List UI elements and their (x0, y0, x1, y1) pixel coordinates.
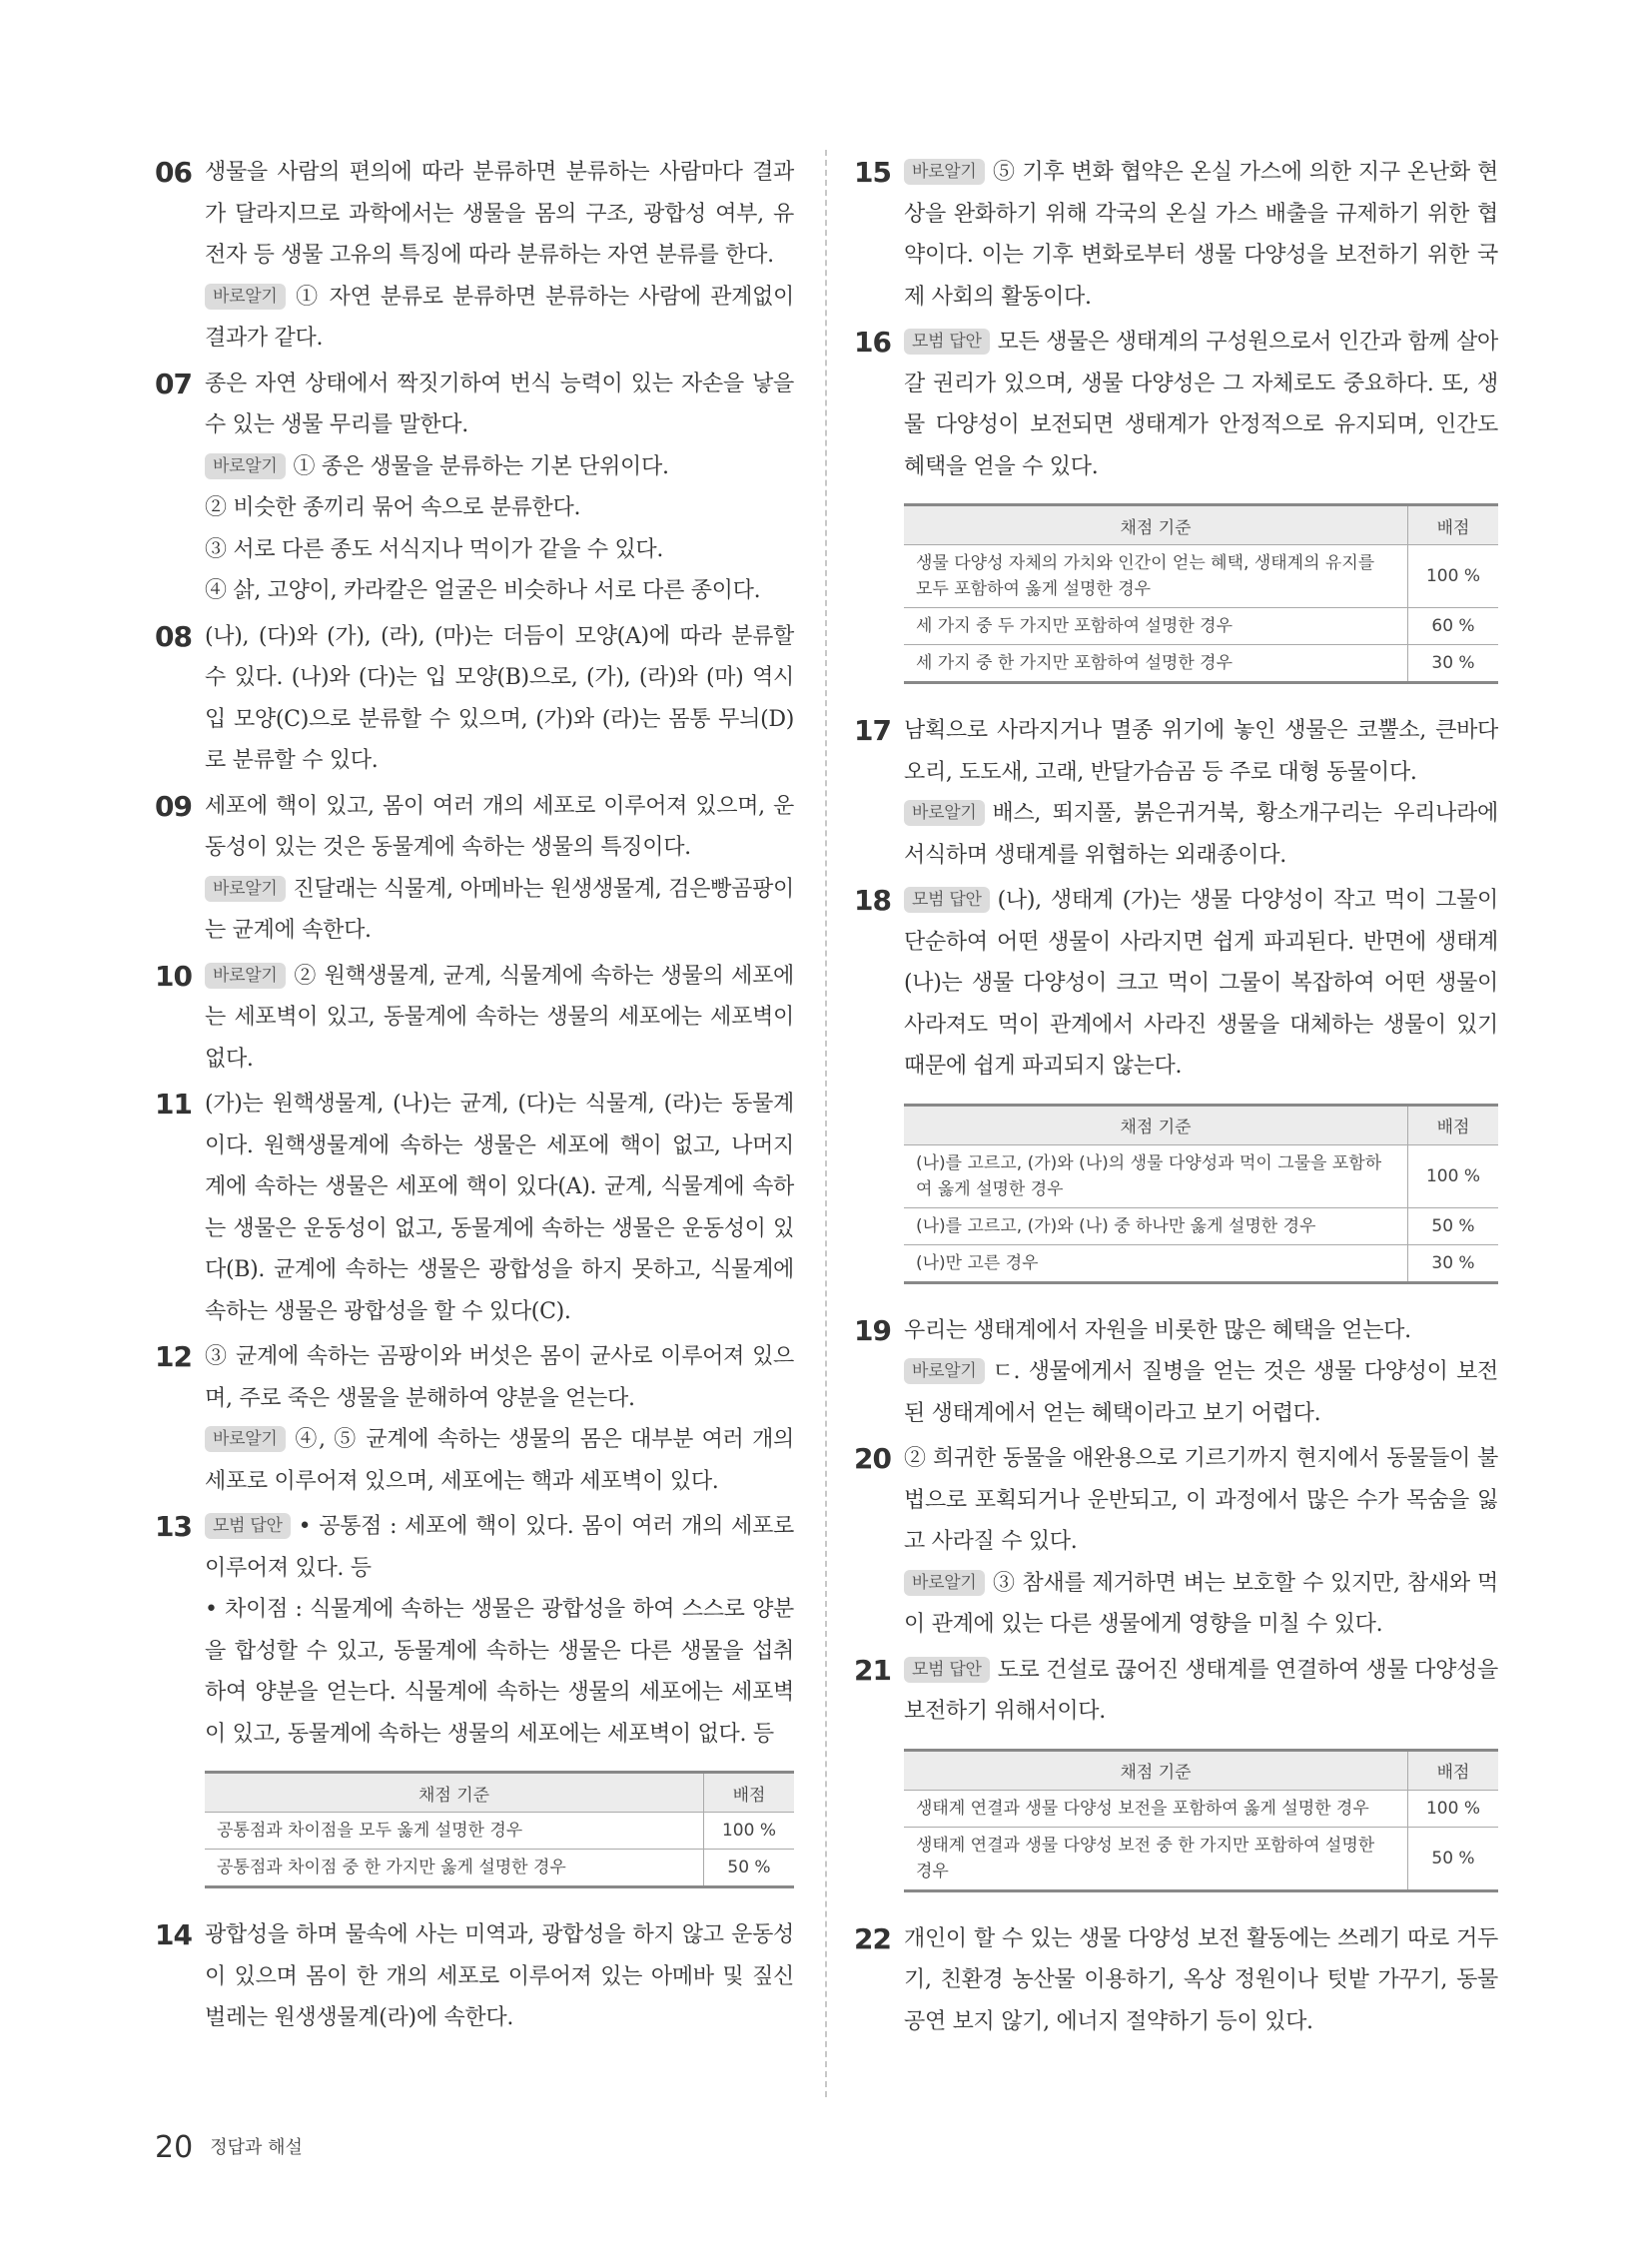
question-number: 09 (155, 789, 192, 823)
question-number: 14 (155, 1918, 192, 1951)
answer-21 (854, 1650, 1498, 1892)
question-number: 15 (854, 156, 891, 189)
answer-12 (155, 1336, 794, 1502)
correction-line: ② 비슷한 종끼리 묶어 속으로 분류한다. (205, 495, 581, 520)
explanation: 광합성을 하며 물속에 사는 미역과, 광합성을 하지 않고 운동성이 있으며 몸이 한 개의 세포로 이루어져 있는 아메바 및 짚신벌레는 원생생물계(라)에 속한다. (205, 1922, 794, 2030)
question-number: 06 (155, 156, 192, 189)
question-number: 21 (854, 1653, 891, 1687)
scoring-table (205, 1771, 794, 1888)
question-number: 18 (854, 884, 891, 917)
tag-model-answer: 모범 답안 (205, 1513, 291, 1539)
tag-correct-answer: 바로알기 (904, 1570, 985, 1596)
correction: 바로알기 ② 원핵생물계, 균계, 식물계에 속하는 생물의 세포에는 세포벽이 있고, 동물계에 속하는 생물의 세포에는 세포벽이 없다. (205, 963, 794, 1072)
tag-correct-answer: 바로알기 (205, 876, 286, 902)
answer-17 (854, 710, 1498, 876)
question-number: 13 (155, 1510, 192, 1543)
answer-06 (155, 152, 794, 360)
tag-correct-answer: 바로알기 (904, 1358, 985, 1384)
question-number: 08 (155, 619, 192, 653)
table-row: (나)를 고르고, (가)와 (나) 중 하나만 옳게 설명한 경우 50 % (904, 1207, 1498, 1244)
correction-line: ③ 서로 다른 종도 서식지나 먹이가 같을 수 있다. (205, 536, 664, 562)
points-header: 배점 (1408, 505, 1499, 545)
correction: 바로알기 ① 종은 생물을 분류하는 기본 단위이다. (205, 446, 794, 488)
answer-18 (854, 880, 1498, 1284)
model-answer: 모범 답안 (나), 생태계 (가)는 생물 다양성이 작고 먹이 그물이 단순하여 어떤 생물이 사라지면 쉽게 파괴된다. 반면에 생태계 (나)는 생물 다양성이 크고 먹이 그물이 복잡하여 어떤 생물이 사라져도 먹이 관계에서 사라진 생물을 대체하는 생물이 있기 때문에 쉽게 파괴되지 않는다. (904, 888, 1498, 1079)
answer-16 (854, 322, 1498, 684)
answer-20 (854, 1438, 1498, 1646)
explanation: (가)는 원핵생물계, (나)는 균계, (다)는 식물계, (라)는 동물계이다. 원핵생물계에 속하는 생물은 세포에 핵이 없고, 나머지 계에 속하는 생물은 세포에 핵이 있다(A). 균계, 식물계에 속하는 생물은 운동성이 없고, 동물계에 속하는 생물은 운동성이 있다(B). 균계에 속하는 생물은 광합성을 하지 못하고, 식물계에 속하는 생물은 광합성을 할 수 있다(C). (205, 1092, 794, 1324)
tag-correct-answer: 바로알기 (904, 159, 985, 185)
correction: 바로알기 진달래는 식물계, 아메바는 원생생물계, 검은빵곰팡이는 균계에 속한다. (205, 876, 794, 943)
column-divider (825, 150, 827, 2097)
answer-09 (155, 786, 794, 952)
explanation: 생물을 사람의 편의에 따라 분류하면 분류하는 사람마다 결과가 달라지므로 과학에서는 생물을 몸의 구조, 광합성 여부, 유전자 등 생물 고유의 특징에 따라 분류하는 자연 분류를 한다. (205, 160, 794, 268)
explanation: ② 희귀한 동물을 애완용으로 기르기까지 현지에서 동물들이 불법으로 포획되거나 운반되고, 이 과정에서 많은 수가 목숨을 잃고 사라질 수 있다. (904, 1446, 1498, 1554)
answer-08 (155, 616, 794, 782)
criteria-header: 채점 기준 (205, 1773, 704, 1813)
correction: 바로알기 ④, ⑤ 균계에 속하는 생물의 몸은 대부분 여러 개의 세포로 이루어져 있으며, 세포에는 핵과 세포벽이 있다. (205, 1427, 794, 1494)
scoring-table (904, 1104, 1498, 1284)
explanation: 세포에 핵이 있고, 몸이 여러 개의 세포로 이루어져 있으며, 운동성이 있는 것은 동물계에 속하는 생물의 특징이다. (205, 793, 794, 860)
question-number: 20 (854, 1442, 891, 1475)
table-row: 공통점과 차이점 중 한 가지만 옳게 설명한 경우 50 % (205, 1850, 794, 1887)
model-answer-line: • 차이점 : 식물계에 속하는 생물은 광합성을 하여 스스로 양분을 합성할 수 있고, 동물계에 속하는 생물은 다른 생물을 섭취하여 양분을 얻는다. 식물계에 속하는 생물의 세포에는 세포벽이 있고, 동물계에 속하는 생물의 세포에는 세포벽이 없다. 등 (205, 1597, 794, 1747)
explanation: (나), (다)와 (가), (라), (마)는 더듬이 모양(A)에 따라 분류할 수 있다. (나)와 (다)는 입 모양(B)으로, (가), (라)와 (마) 역시 입 모양(C)으로 분류할 수 있으며, (가)와 (라)는 몸통 무늬(D)로 분류할 수 있다. (205, 623, 794, 773)
tag-correct-answer: 바로알기 (205, 963, 286, 989)
left-column (155, 152, 794, 2043)
criteria-header: 채점 기준 (904, 1750, 1408, 1790)
page-footer (155, 2130, 303, 2165)
question-number: 11 (155, 1088, 192, 1121)
table-row: 생물 다양성 자체의 가치와 인간이 얻는 혜택, 생태계의 유지를 모두 포함하여 옳게 설명한 경우 100 % (904, 545, 1498, 608)
table-row: (나)만 고른 경우 30 % (904, 1244, 1498, 1282)
explanation: ③ 균계에 속하는 곰팡이와 버섯은 몸이 균사로 이루어져 있으며, 주로 죽은 생물을 분해하여 양분을 얻는다. (205, 1344, 794, 1411)
model-answer: 모범 답안 도로 건설로 끊어진 생태계를 연결하여 생물 다양성을 보전하기 위해서이다. (904, 1657, 1498, 1724)
question-number: 10 (155, 959, 192, 993)
model-answer: 모범 답안 • 공통점 : 세포에 핵이 있다. 몸이 여러 개의 세포로 이루어져 있다. 등 (205, 1514, 794, 1581)
model-answer: 모범 답안 모든 생물은 생태계의 구성원으로서 인간과 함께 살아갈 권리가 있으며, 생물 다양성은 그 자체로도 중요하다. 또, 생물 다양성이 보전되면 생태계가 안정적으로 유지되며, 인간도 혜택을 얻을 수 있다. (904, 330, 1498, 479)
table-row: (나)를 고르고, (가)와 (나)의 생물 다양성과 먹이 그물을 포함하여 옳게 설명한 경우 100 % (904, 1144, 1498, 1207)
correction-line: ④ 삵, 고양이, 카라칼은 얼굴은 비슷하나 서로 다른 종이다. (205, 578, 761, 603)
question-number: 22 (854, 1921, 891, 1955)
tag-model-answer: 모범 답안 (904, 1657, 990, 1683)
answer-11 (155, 1084, 794, 1332)
explanation: 종은 자연 상태에서 짝짓기하여 번식 능력이 있는 자손을 낳을 수 있는 생물 무리를 말한다. (205, 371, 794, 437)
explanation: 남획으로 사라지거나 멸종 위기에 놓인 생물은 코뿔소, 큰바다오리, 도도새, 고래, 반달가슴곰 등 주로 대형 동물이다. (904, 718, 1498, 785)
question-number: 19 (854, 1313, 891, 1347)
criteria-header: 채점 기준 (904, 505, 1408, 545)
table-row: 세 가지 중 한 가지만 포함하여 설명한 경우 30 % (904, 645, 1498, 683)
page-number: 20 (155, 2130, 194, 2165)
correction: 바로알기 ③ 참새를 제거하면 벼는 보호할 수 있지만, 참새와 먹이 관계에 있는 다른 생물에게 영향을 미칠 수 있다. (904, 1570, 1498, 1637)
table-row: 생태계 연결과 생물 다양성 보전 중 한 가지만 포함하여 설명한 경우 50 % (904, 1827, 1498, 1890)
table-row: 공통점과 차이점을 모두 옳게 설명한 경우 100 % (205, 1813, 794, 1850)
tag-model-answer: 모범 답안 (904, 329, 990, 355)
answer-22 (854, 1918, 1498, 2043)
answer-13 (155, 1506, 794, 1888)
tag-correct-answer: 바로알기 (205, 1426, 286, 1452)
answer-14 (155, 1914, 794, 2039)
tag-correct-answer: 바로알기 (904, 800, 985, 826)
answer-07 (155, 364, 794, 612)
tag-correct-answer: 바로알기 (205, 284, 286, 310)
explanation: 우리는 생태계에서 자원을 비롯한 많은 혜택을 얻는다. (904, 1317, 1411, 1343)
correction: 바로알기 ① 자연 분류로 분류하면 분류하는 사람에 관계없이 결과가 같다. (205, 284, 794, 351)
footer-title: 정답과 해설 (210, 2137, 303, 2158)
correction: 바로알기 ⑤ 기후 변화 협약은 온실 가스에 의한 지구 온난화 현상을 완화하기 위해 각국의 온실 가스 배출을 규제하기 위한 협약이다. 이는 기후 변화로부터 생물 다양성을 보전하기 위한 국제 사회의 활동이다. (904, 160, 1498, 310)
points-header: 배점 (1408, 1105, 1499, 1144)
correction: 바로알기 ㄷ. 생물에게서 질병을 얻는 것은 생물 다양성이 보전된 생태계에서 얻는 혜택이라고 보기 어렵다. (904, 1359, 1498, 1426)
tag-model-answer: 모범 답안 (904, 887, 990, 913)
table-row: 세 가지 중 두 가지만 포함하여 설명한 경우 60 % (904, 608, 1498, 645)
correction: 바로알기 배스, 뙤지풀, 붉은귀거북, 황소개구리는 우리나라에 서식하며 생태계를 위협하는 외래종이다. (904, 801, 1498, 868)
question-number: 07 (155, 367, 192, 400)
table-row: 생태계 연결과 생물 다양성 보전을 포함하여 옳게 설명한 경우 100 % (904, 1790, 1498, 1827)
question-number: 16 (854, 326, 891, 359)
question-number: 12 (155, 1340, 192, 1373)
points-header: 배점 (704, 1773, 795, 1813)
explanation: 개인이 할 수 있는 생물 다양성 보전 활동에는 쓰레기 따로 거두기, 친환경 농산물 이용하기, 옥상 정원이나 텃밭 가꾸기, 동물 공연 보지 않기, 에너지 절약하기 등이 있다. (904, 1925, 1498, 2034)
scoring-table (904, 503, 1498, 684)
right-column (854, 152, 1498, 2046)
answer-19 (854, 1310, 1498, 1435)
points-header: 배점 (1408, 1750, 1499, 1790)
scoring-table (904, 1749, 1498, 1892)
answer-15 (854, 152, 1498, 318)
tag-correct-answer: 바로알기 (205, 453, 286, 479)
answer-10 (155, 956, 794, 1081)
question-number: 17 (854, 714, 891, 747)
criteria-header: 채점 기준 (904, 1105, 1408, 1144)
